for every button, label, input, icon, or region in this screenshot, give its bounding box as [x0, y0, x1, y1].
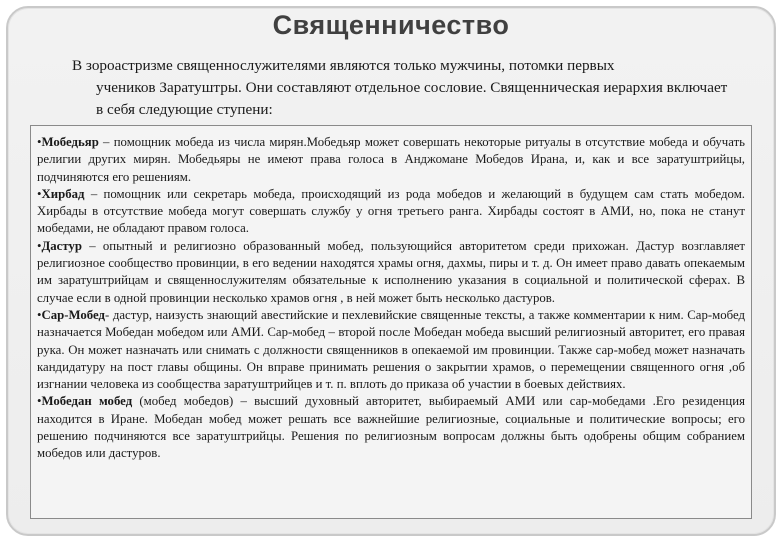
entry-term: Мобедан мобед	[41, 394, 133, 409]
bullet: •	[37, 307, 42, 322]
slide	[6, 6, 776, 536]
entry-text: – опытный и религиозно образованный мобед, пользующийся авторитетом среди прихожан. Дастур возглавляет религиозное сообщество провинции, в его ведении находятся храмы огня, дахмы, пиры и т. д. Он имеет право давать опекаемым им заратуштрийцам и священнослужителям обязательные к исполнению указания в социальной и политической сферах. В случае если в одной провинции несколько храмов огня , в ней может быть несколько дастуров.	[37, 238, 745, 305]
bullet: •	[37, 238, 42, 253]
bullet: •	[37, 186, 42, 201]
entry-term: Сар-Мобед	[41, 307, 106, 322]
bullet: •	[37, 135, 42, 149]
page-title: Священничество	[272, 10, 510, 40]
bullet: •	[37, 394, 42, 409]
entry-term: Дастур	[41, 238, 82, 253]
entry-mobedyar	[37, 134, 745, 186]
entry-text: – помощник мобеда из числа мирян.Мобедьяр может совершать некоторые ритуалы в отсутствие мобеда и обучать религии других мирян. Мобедьяры не имеют права голоса в Анджомане Мобедов Ирана, и, как и все заратуштрийцы, подчиняются его решениям.	[37, 135, 745, 184]
intro-line-1: В зороастризме священнослужителями являются только мужчины, потомки первых	[72, 57, 615, 74]
entry-text: (мобед мобедов) – высший духовный авторитет, выбираемый АМИ или сар-мобедами .Его резиденция находится в Иране. Мобедан мобед может решать все важнейшие религиозные, социальные и политические вопросы; его решению подчиняются все заратуштрийцы. Решения по религиозным вопросам должны быть одобрены общим собранием мобедов или дастуров.	[37, 394, 745, 461]
entry-sar-mobed	[37, 307, 745, 393]
entry-hirbad	[37, 186, 745, 238]
entry-term: Хирбад	[41, 186, 85, 201]
intro-line-2: учеников Заратуштры. Они составляют отдельное сословие. Священническая иерархия включает в себя следующие ступени:	[96, 79, 728, 118]
intro-paragraph	[72, 55, 732, 121]
entry-text: - дастур, наизусть знающий авестийские и пехлевийские священные тексты, а также комментарии к ним. Сар-мобед назначается Мобедан мобедом или АМИ. Сар-мобед – второй после Мобедан мобеда высший религиозный авторитет, его правая рука. Он может назначать или снимать с должности священников в опекаемой им провинции. Также сар-мобед может назначать кандидатуру на пост главы общины. Он вправе принимать решения о закрытии храмов, о перемещении священного огня ,об изгнании человека из сообщества заратуштрийцев и т. п. вплоть до приказа об участии в боевых действиях.	[37, 307, 745, 392]
entry-dastur	[37, 238, 745, 307]
entry-text: – помощник или секретарь мобеда, происходящий из рода мобедов и желающий в будущем сам стать мобедом. Хирбады в отсутствие мобеда могут совершать службу у огня третьего ранга. Хирбады состоят в АМИ, но, пока не станут мобедами, не обладают правом голоса.	[37, 186, 745, 236]
entry-mobedan-mobed	[37, 393, 745, 462]
hierarchy-box	[30, 125, 752, 519]
entry-term: Мобедьяр	[41, 135, 99, 149]
